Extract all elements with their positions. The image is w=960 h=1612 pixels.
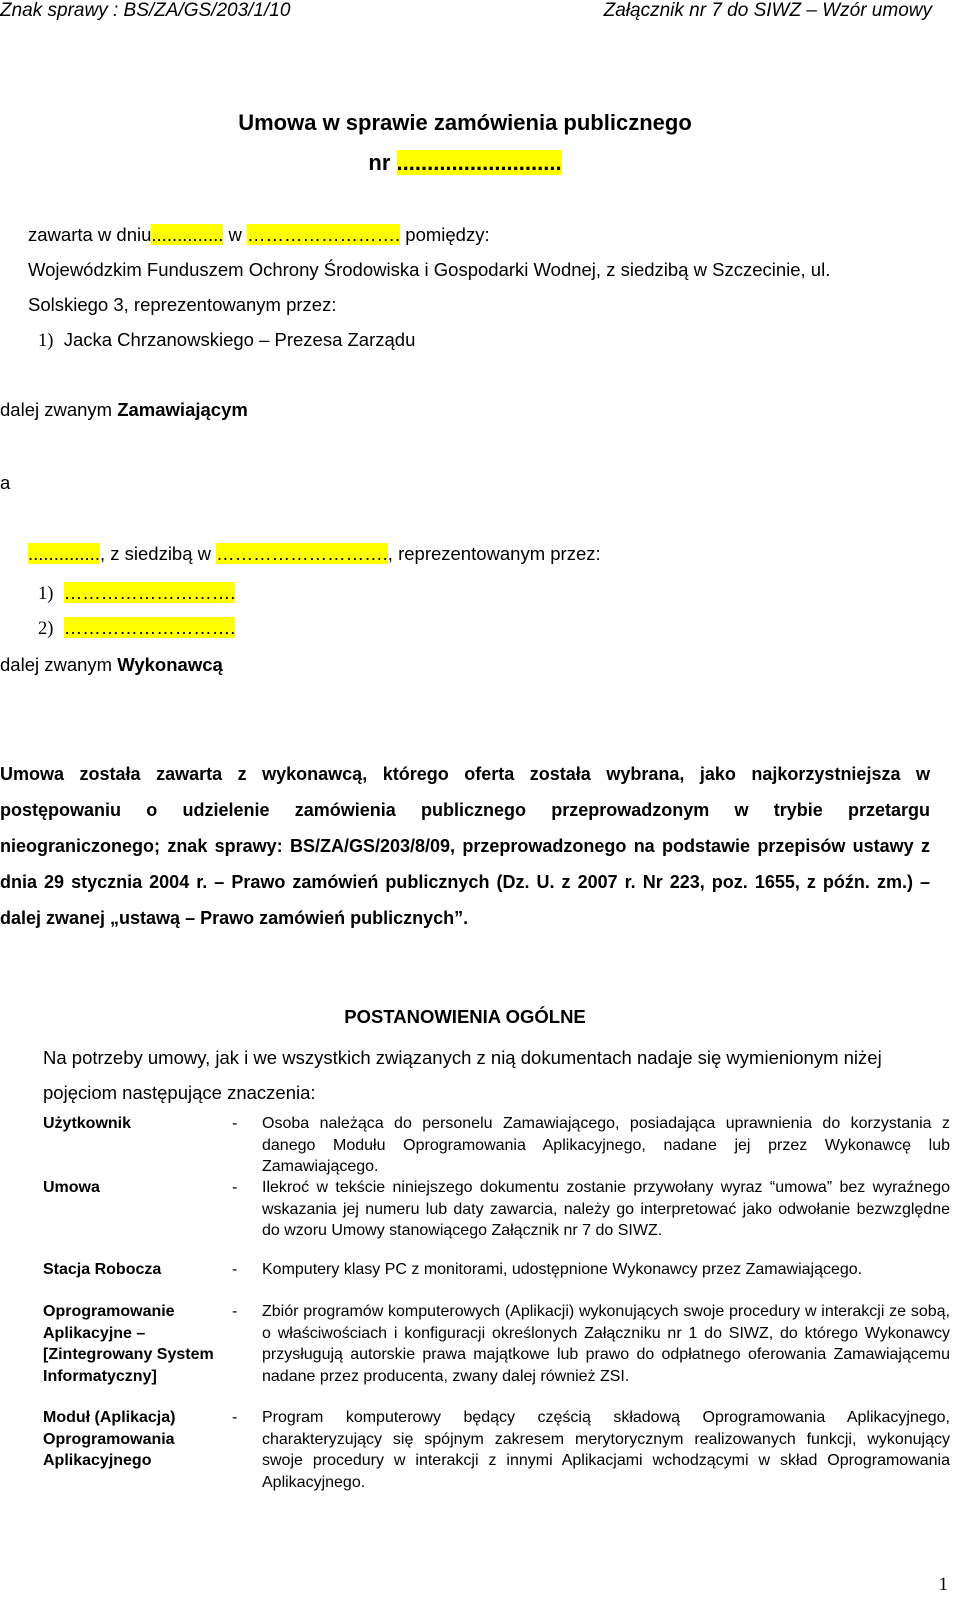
contractor-seat-placeholder: ………………………. — [216, 543, 388, 564]
definition-term: Oprogramowanie Aplikacyjne – [Zintegrowany System Informatyczny] — [43, 1303, 214, 1385]
definition-term: Użytkownik — [43, 1115, 132, 1132]
header-case-number: Znak sprawy : BS/ZA/GS/203/1/10 — [0, 0, 291, 21]
contractor-name-placeholder: .............. — [28, 543, 100, 564]
definition-term: Stacja Robocza — [43, 1261, 162, 1278]
section-heading: POSTANOWIENIA OGÓLNE — [344, 1006, 586, 1027]
definition-term: Moduł (Aplikacja) Oprogramowania Aplikacyjnego — [43, 1409, 176, 1469]
concluded-place-placeholder: ……………………. — [247, 224, 401, 245]
page-title: Umowa w sprawie zamówienia publicznego — [238, 110, 692, 135]
ordering-party-line2: Solskiego 3, reprezentowanym przez: — [28, 294, 337, 315]
and-conjunction: a — [0, 472, 11, 493]
contractor-rep-1: 1) ………………………. — [38, 582, 236, 604]
contractor-rep-2: 2) ………………………. — [38, 617, 236, 639]
definition-text: Komputery klasy PC z monitorami, udostępnione Wykonawcy przez Zamawiającego. — [262, 1261, 863, 1278]
header-attachment-label: Załącznik nr 7 do SIWZ – Wzór umowy — [603, 0, 932, 21]
definition-dash: - — [232, 1115, 238, 1132]
ordering-party-line1: Wojewódzkim Funduszem Ochrony Środowiska i Gospodarki Wodnej, z siedzibą w Szczecinie, ul. — [28, 259, 831, 280]
contract-number — [0, 150, 930, 176]
section-intro: Na potrzeby umowy, jak i we wszystkich związanych z nią dokumentach nadaje się wymienionym niżej pojęciom następujące znaczenia: — [43, 1047, 882, 1103]
definition-dash: - — [232, 1409, 238, 1426]
concluded-line: zawarta w dniu.............. w ……………………. pomiędzy: — [28, 224, 490, 245]
definition-text: Program komputerowy będący częścią składową Oprogramowania Aplikacyjnego, charakteryzujący się spójnym zakresem merytorycznym realizowanych funkcji, wykonujący swoje procedury w interakcji z innymi Aplikacjami wchodzącymi w skład Oprogramowania Aplikacyjnego. — [262, 1409, 950, 1491]
contractor-line: .............., z siedzibą w ………………………., reprezentowanym przez: — [28, 543, 601, 564]
contract-number-label: nr — [368, 150, 397, 175]
definition-term: Umowa — [43, 1179, 100, 1196]
definition-text: Ilekroć w tekście niniejszego dokumentu zostanie przywołany wyraz “umowa” bez wyraźnego wskazania jej numeru lub daty zawarcia, należy go interpretować jako odwołanie bezwzględne do wzoru Umowy stanowiącego Załącznik nr 7 do SIWZ. — [262, 1179, 950, 1239]
preamble-paragraph: Umowa została zawarta z wykonawcą, którego oferta została wybrana, jako najkorzystniejsza w postępowaniu o udzielenie zamówienia publicznego przeprowadzonym w trybie przetargu nieograniczonego; znak sprawy: BS/ZA/GS/203/8/09, przeprowadzonego na podstawie przepisów ustawy z dnia 29 stycznia 2004 r. – Prawo zamówień publicznych (Dz. U. z 2007 r. Nr 223, poz. 1655, z późn. zm.) – dalej zwanej „ustawą – Prawo zamówień publicznych”. — [0, 764, 930, 928]
definition-dash: - — [232, 1303, 238, 1320]
definition-text: Osoba należąca do personelu Zamawiającego, posiadająca uprawnienia do korzystania z danego Modułu Oprogramowania Aplikacyjnego, nadane jej przez Wykonawcę lub Zamawiającego. — [262, 1115, 950, 1175]
definition-dash: - — [232, 1179, 238, 1196]
contractor-alias: dalej zwanym Wykonawcą — [0, 654, 223, 675]
definition-text: Zbiór programów komputerowych (Aplikacji) wykonujących swoje procedury w interakcji ze sobą, o właściwościach i konfiguracji określonych Załączniku nr 1 do SIWZ, do którego Wykonawcy przysługują autorskie prawa majątkowe lub prawo do odpłatnego oferowania Zamawiającemu nadane przez producenta, zwany dalej również ZSI. — [262, 1303, 950, 1385]
ordering-party-alias: dalej zwanym Zamawiającym — [0, 399, 248, 420]
definition-dash: - — [232, 1261, 238, 1278]
page-number: 1 — [938, 1574, 948, 1595]
contract-number-placeholder: ........................... — [396, 150, 562, 175]
concluded-date-placeholder: .............. — [151, 224, 224, 245]
ordering-rep-1: 1) Jacka Chrzanowskiego – Prezesa Zarządu — [38, 329, 416, 351]
